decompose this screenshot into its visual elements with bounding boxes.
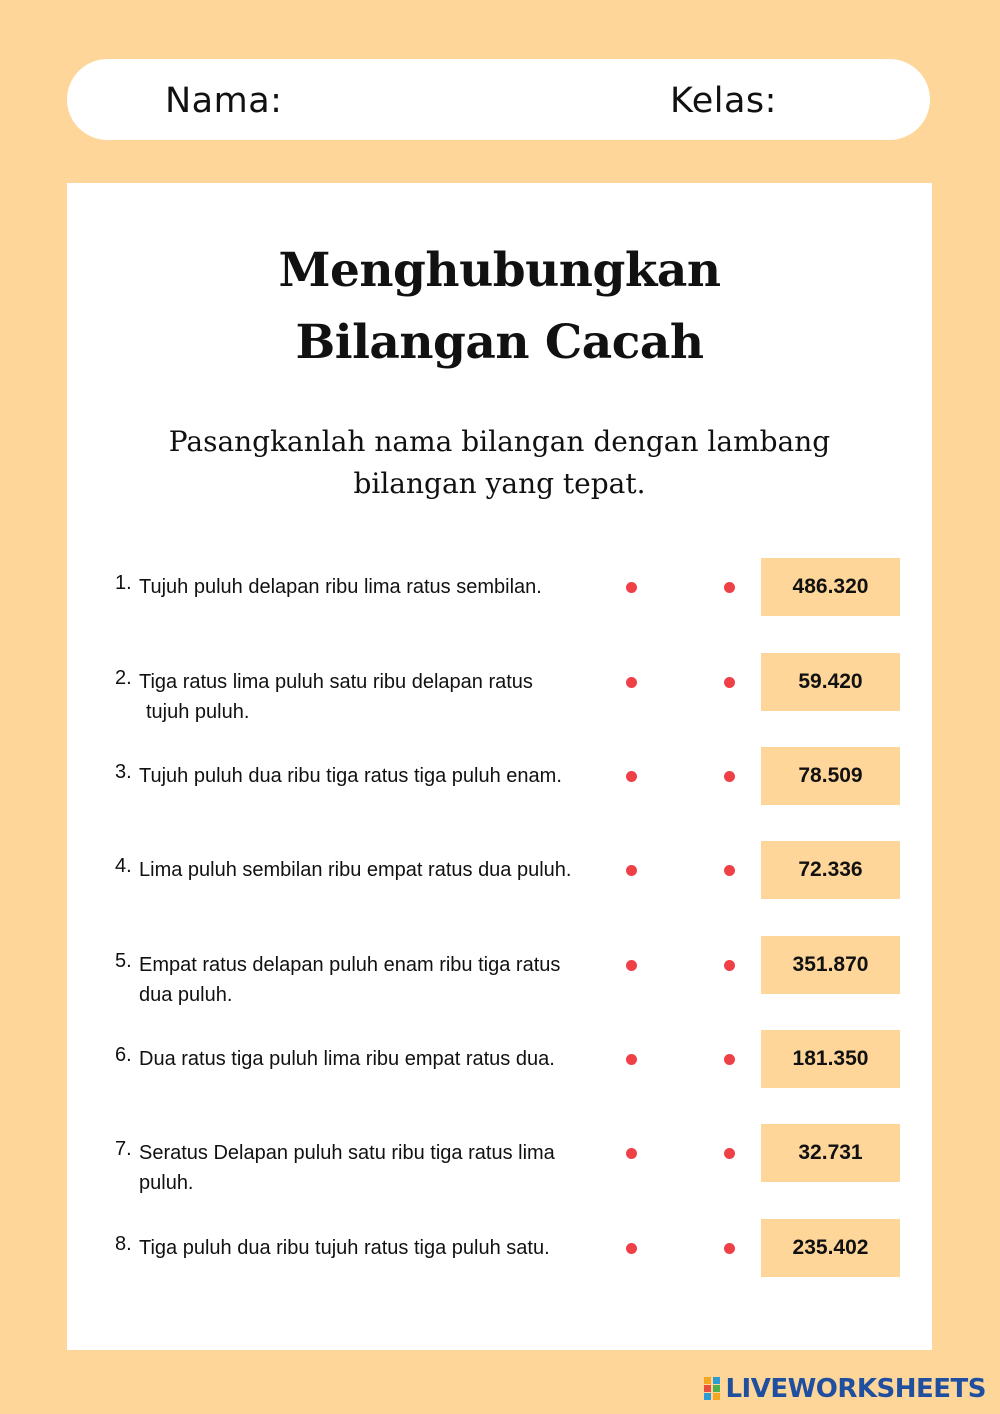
item-text-line: Empat ratus delapan puluh enam ribu tiga ratus <box>139 954 561 976</box>
left-connector-dot[interactable] <box>626 1054 637 1065</box>
item-text <box>139 761 619 791</box>
left-connector-dot[interactable] <box>626 960 637 971</box>
left-connector-dot[interactable] <box>626 677 637 688</box>
answer-box: 351.870 <box>761 936 900 994</box>
match-row <box>67 936 932 1006</box>
answer-box: 72.336 <box>761 841 900 899</box>
item-number: 6. <box>115 1044 132 1066</box>
item-text-continuation: puluh. <box>139 1172 194 1194</box>
match-row <box>67 1124 932 1194</box>
instruction-line-1: Pasangkanlah nama bilangan dengan lambang <box>168 425 831 458</box>
right-connector-dot[interactable] <box>724 1054 735 1065</box>
title-line-1: Menghubungkan <box>278 243 721 298</box>
item-text-line: Tiga puluh dua ribu tujuh ratus tiga puluh satu. <box>139 1237 550 1259</box>
answer-box: 486.320 <box>761 558 900 616</box>
page-title <box>67 235 932 379</box>
item-text <box>139 1233 619 1263</box>
logo-text: LIVEWORKSHEETS <box>725 1374 986 1404</box>
match-row <box>67 841 932 899</box>
match-row <box>67 747 932 805</box>
class-label: Kelas: <box>670 81 777 121</box>
right-connector-dot[interactable] <box>724 1148 735 1159</box>
worksheet-card <box>67 183 932 1350</box>
item-number: 5. <box>115 950 132 972</box>
match-row <box>67 558 932 616</box>
item-text-line: Tiga ratus lima puluh satu ribu delapan ratus <box>139 671 533 693</box>
instruction-line-2: bilangan yang tepat. <box>353 467 646 500</box>
item-number: 4. <box>115 855 132 877</box>
match-row <box>67 1219 932 1277</box>
item-text-line: Tujuh puluh dua ribu tiga ratus tiga puluh enam. <box>139 765 562 787</box>
item-text-continuation: dua puluh. <box>139 984 233 1006</box>
answer-box: 235.402 <box>761 1219 900 1277</box>
item-text <box>139 1044 619 1074</box>
right-connector-dot[interactable] <box>724 1243 735 1254</box>
item-number: 8. <box>115 1233 132 1255</box>
right-connector-dot[interactable] <box>724 771 735 782</box>
match-row <box>67 653 932 723</box>
liveworksheets-icon <box>704 1377 722 1401</box>
instruction <box>127 421 872 505</box>
item-number: 3. <box>115 761 132 783</box>
right-connector-dot[interactable] <box>724 582 735 593</box>
title-line-2: Bilangan Cacah <box>295 315 704 370</box>
item-text <box>139 667 619 727</box>
item-text-line: Dua ratus tiga puluh lima ribu empat ratus dua. <box>139 1048 555 1070</box>
item-number: 2. <box>115 667 132 689</box>
item-text-line: Seratus Delapan puluh satu ribu tiga ratus lima <box>139 1142 555 1164</box>
left-connector-dot[interactable] <box>626 1148 637 1159</box>
item-text-line: Lima puluh sembilan ribu empat ratus dua puluh. <box>139 859 572 881</box>
header-bar <box>67 59 930 140</box>
left-connector-dot[interactable] <box>626 771 637 782</box>
answer-box: 32.731 <box>761 1124 900 1182</box>
liveworksheets-logo <box>704 1374 986 1404</box>
name-label: Nama: <box>165 81 283 121</box>
right-connector-dot[interactable] <box>724 960 735 971</box>
match-row <box>67 1030 932 1088</box>
left-connector-dot[interactable] <box>626 582 637 593</box>
item-number: 1. <box>115 572 132 594</box>
item-text <box>139 855 619 885</box>
item-text <box>139 572 619 602</box>
left-connector-dot[interactable] <box>626 1243 637 1254</box>
item-text-continuation: tujuh puluh. <box>146 701 250 723</box>
item-text <box>139 1138 619 1198</box>
left-connector-dot[interactable] <box>626 865 637 876</box>
answer-box: 59.420 <box>761 653 900 711</box>
item-number: 7. <box>115 1138 132 1160</box>
answer-box: 78.509 <box>761 747 900 805</box>
item-text-line: Tujuh puluh delapan ribu lima ratus sembilan. <box>139 576 542 598</box>
right-connector-dot[interactable] <box>724 677 735 688</box>
right-connector-dot[interactable] <box>724 865 735 876</box>
answer-box: 181.350 <box>761 1030 900 1088</box>
item-text <box>139 950 619 1010</box>
